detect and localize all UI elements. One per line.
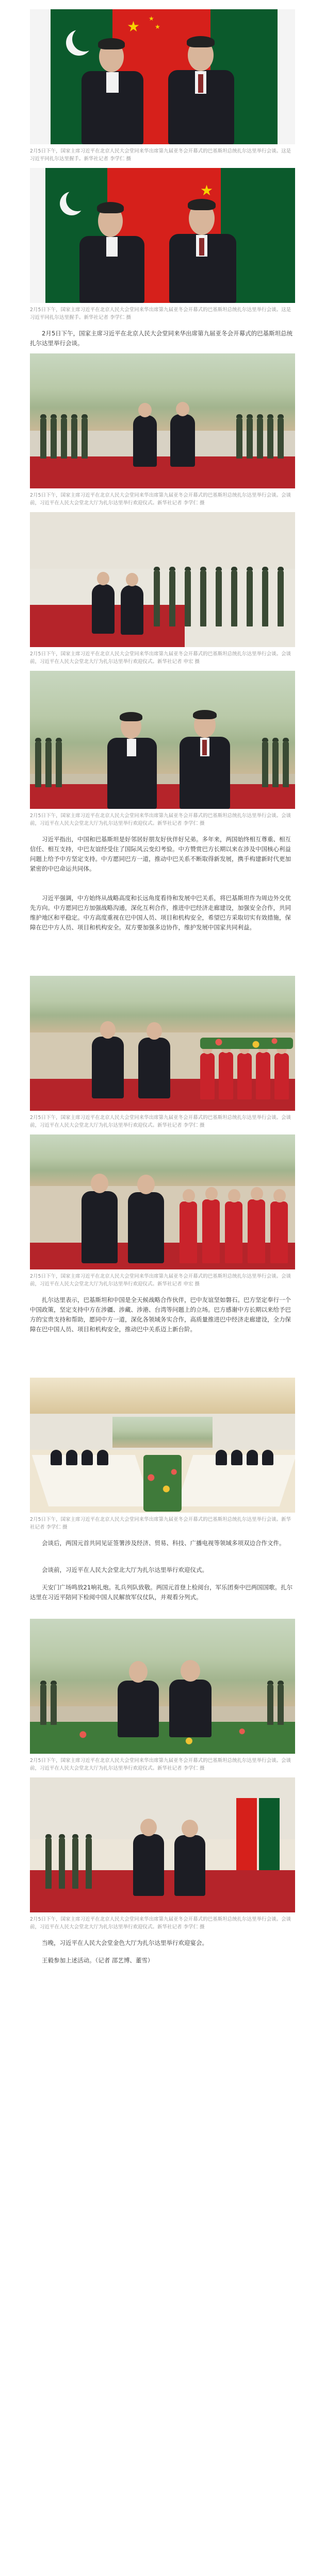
photo-children-welcome-2 bbox=[30, 1134, 295, 1269]
article bbox=[30, 0, 295, 1966]
paragraph: 会谈后，两国元首共同见证签署涉及经济、贸易、科技、广播电视等领域多项双边合作文件。 bbox=[42, 1539, 285, 1547]
paragraph: 2月5日下午，国家主席习近平在北京人民大会堂同来华出席第九届亚冬会开幕式的巴基斯坦总统扎尔达里举行会谈。 bbox=[30, 330, 293, 347]
paragraph: 天安门广场鸣放21响礼炮。礼兵列队致敬。两国元首登上检阅台，军乐团奏中巴两国国歌。扎尔达里在习近平陪同下检阅中国人民解放军仪仗队，并观看分列式。 bbox=[30, 1584, 293, 1601]
photo-caption: 2月5日下午，国家主席习近平在北京人民大会堂同来华出席第九届亚冬会开幕式的巴基斯坦总统扎尔达里举行会谈。会谈前，习近平在人民大会堂北大厅为扎尔达里举行欢迎仪式。新华社记者 李学仁 摄 bbox=[30, 1758, 291, 1771]
photo-caption: 2月5日下午，国家主席习近平在北京人民大会堂同来华出席第九届亚冬会开幕式的巴基斯坦总统扎尔达里举行会谈。会谈前，习近平在人民大会堂北大厅为扎尔达里举行欢迎仪式。新华社记者 李学仁 摄 bbox=[30, 1115, 291, 1128]
photo-caption: 2月5日下午，国家主席习近平在北京人民大会堂同来华出席第九届亚冬会开幕式的巴基斯坦总统扎尔达里举行会谈。这是习近平同扎尔达里握手。新华社记者 李学仁 摄 bbox=[30, 307, 291, 320]
photo-caption: 2月5日下午，国家主席习近平在北京人民大会堂同来华出席第九届亚冬会开幕式的巴基斯坦总统扎尔达里举行会谈。这是习近平同扎尔达里握手。新华社记者 李学仁 摄 bbox=[30, 148, 291, 162]
paragraph: 扎尔达里表示，巴基斯坦和中国是全天候战略合作伙伴，巴中友谊坚如磐石。巴方坚定奉行一个中国政策，坚定支持中方在涉疆、涉藏、涉港、台湾等问题上的立场。巴方感谢中方长期以来给予巴方的宝贵支持和帮助，愿同中方一道，深化各领域务实合作，高质量推进巴中经济走廊建设，全力保障在巴中国人员、项目和机构安全，推动巴中关系迈上新台阶。 bbox=[30, 1296, 291, 1333]
photo-caption: 2月5日下午，国家主席习近平在北京人民大会堂同来华出席第九届亚冬会开幕式的巴基斯坦总统扎尔达里举行会谈。会谈前，习近平在人民大会堂北大厅为扎尔达里举行欢迎仪式。新华社记者 李学仁 摄 bbox=[30, 1917, 291, 1930]
photo-caption: 2月5日下午，国家主席习近平在北京人民大会堂同来华出席第九届亚冬会开幕式的巴基斯坦总统扎尔达里举行会谈。会谈前，习近平在人民大会堂北大厅为扎尔达里举行欢迎仪式。新华社记者 李学仁 摄 bbox=[30, 813, 291, 826]
photo-handshake-1: ★ ★ ★ bbox=[30, 9, 295, 144]
photo-caption: 2月5日下午，国家主席习近平在北京人民大会堂同来华出席第九届亚冬会开幕式的巴基斯坦总统扎尔达里举行会谈。会谈前，习近平在人民大会堂北大厅为扎尔达里举行欢迎仪式。新华社记者 申宏 摄 bbox=[30, 1274, 291, 1287]
photo-talks-table bbox=[30, 1378, 295, 1513]
paragraph: 会谈前，习近平在人民大会堂北大厅为扎尔达里举行欢迎仪式。 bbox=[42, 1566, 208, 1573]
photo-guard-review-1 bbox=[30, 353, 295, 488]
photo-children-welcome-1 bbox=[30, 976, 295, 1111]
photo-caption: 2月5日下午，国家主席习近平在北京人民大会堂同来华出席第九届亚冬会开幕式的巴基斯坦总统扎尔达里举行会谈。新华社记者 李学仁 摄 bbox=[30, 1517, 291, 1530]
paragraph: 习近平强调，中方始终从战略高度和长远角度看待和发展中巴关系，将巴基斯坦作为周边外交优先方向。中方愿同巴方加强战略沟通，深化互利合作，推进中巴经济走廊建设，加强安全合作，共同维护地区和平稳定。中方高度重视在巴中国人员、项目和机构安全，希望巴方采取切实有效措施，保障在巴中方人员、项目和机构安全。双方要加强多边协作，维护发展中国家共同利益。 bbox=[30, 894, 291, 931]
photo-leaders-walking bbox=[30, 1777, 295, 1912]
photo-caption: 2月5日下午，国家主席习近平在北京人民大会堂同来华出席第九届亚冬会开幕式的巴基斯坦总统扎尔达里举行会谈。会谈前，习近平在人民大会堂北大厅为扎尔达里举行欢迎仪式。新华社记者 申宏 摄 bbox=[30, 651, 291, 665]
photo-guard-review-2 bbox=[30, 512, 295, 647]
paragraph: 习近平指出，中国和巴基斯坦是好邻居好朋友好伙伴好兄弟。多年来，两国始终相互尊重、相互信任、相互支持，中巴友谊经受住了国际风云变幻考验。中方赞赏巴方长期以来在涉及中国核心利益问题上给予中方坚定支持。中方愿同巴方一道，推动中巴关系不断取得新发展，携手构建新时代更加紧密的中巴命运共同体。 bbox=[30, 836, 291, 872]
photo-leaders-flowers bbox=[30, 1619, 295, 1754]
paragraph: 王毅参加上述活动。（记者 邵艺博、董雪） bbox=[42, 1957, 154, 1964]
photo-leaders-mural bbox=[30, 671, 295, 809]
paragraph: 当晚，习近平在人民大会堂金色大厅为扎尔达里举行欢迎宴会。 bbox=[42, 1939, 208, 1946]
photo-caption: 2月5日下午，国家主席习近平在北京人民大会堂同来华出席第九届亚冬会开幕式的巴基斯坦总统扎尔达里举行会谈。会谈前，习近平在人民大会堂北大厅为扎尔达里举行欢迎仪式。新华社记者 李学仁 摄 bbox=[30, 493, 291, 506]
photo-handshake-2: ★ bbox=[30, 168, 295, 303]
